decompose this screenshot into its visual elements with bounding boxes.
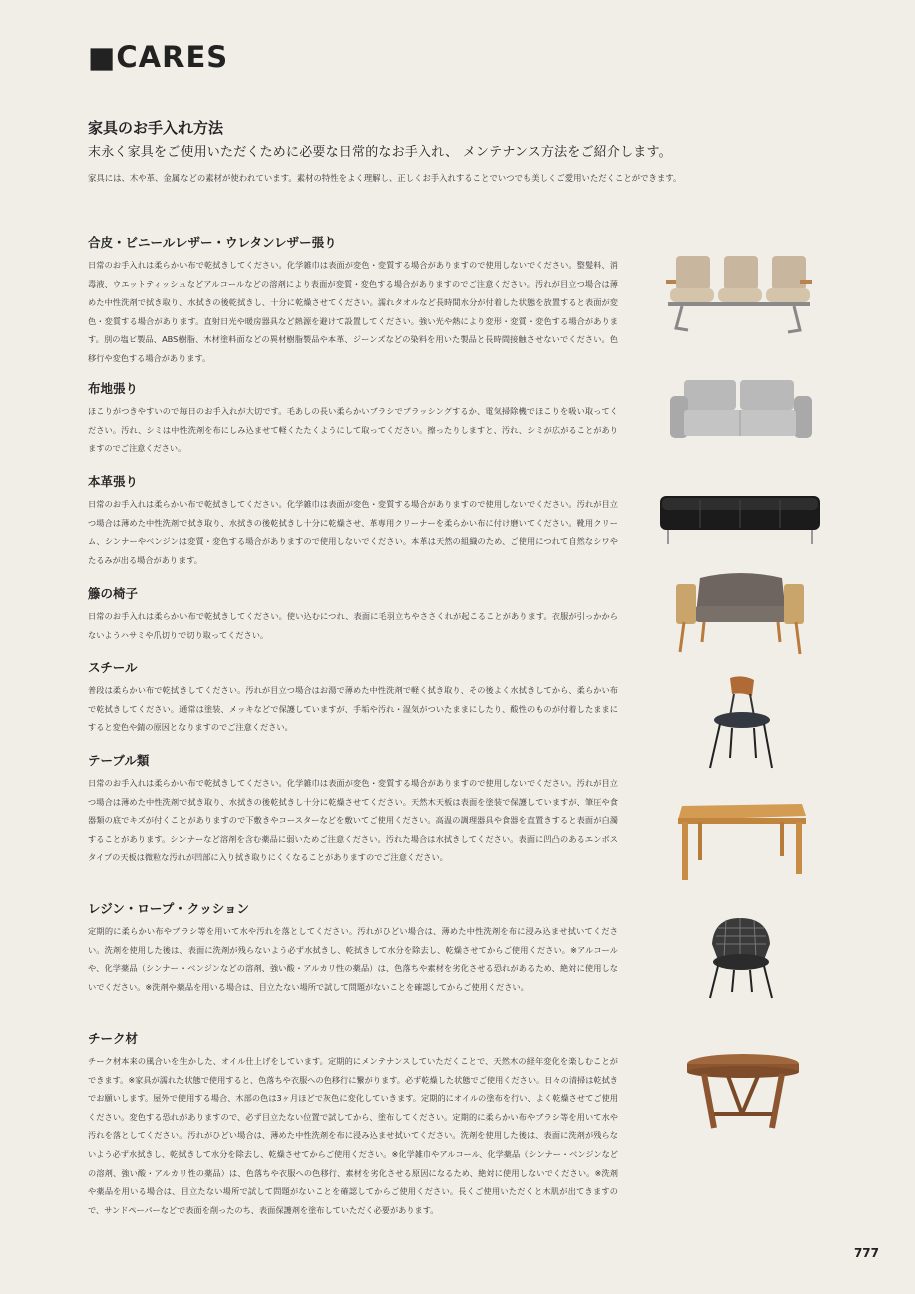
fabric-sofa-image (668, 376, 814, 442)
section-title: チーク材 (88, 1031, 139, 1046)
care-section-rattan (88, 584, 618, 644)
bench-seating-image (662, 250, 814, 342)
section-title: スチール (88, 660, 138, 675)
page-title: ■CARES (88, 40, 229, 74)
page-number: 777 (853, 1246, 879, 1260)
rope-chair-image (706, 914, 776, 1000)
section-title: 合皮・ビニールレザー・ウレタンレザー張り (88, 235, 337, 250)
section-body: 日常のお手入れは柔らかい布で乾拭きしてください。化学雑巾は表面が変色・変質する場合がありますので使用しないでください。汚れが目立つ場合は薄めた中性洗剤で拭き取り、水拭きの後乾拭きし十分に乾燥させ、革専用クリーナーを柔らかい布に付け磨いてください。靴用クリーム、シンナーやベンジンは変質・変色する場合がありますので使用しないでください。本革は天然の組織のため、ご使用につれて自然なシワやたるみが出る場合があります。 (88, 499, 618, 565)
steel-chair-image (706, 674, 776, 770)
section-title: テーブル類 (88, 753, 150, 768)
section-body: 日常のお手入れは柔らかい布で乾拭きしてください。使い込むにつれ、表面に毛羽立ちやささくれが起こることがあります。衣服が引っかからないようハサミや爪切りで切り取ってください。 (88, 611, 618, 640)
section-title: レジン・ロープ・クッション (88, 901, 250, 916)
section-title: 籐の椅子 (88, 586, 139, 601)
leather-bench-image (658, 494, 822, 546)
section-body: 定期的に柔らかい布やブラシ等を用いて水や汚れを落としてください。汚れがひどい場合は、薄めた中性洗剤を布に浸み込ませ拭いてください。洗剤を使用した後は、表面に洗剤が残らないよう必ず水拭きし、乾拭きして水分を除去し、乾燥させてからご使用ください。※アルコールや、化学薬品（シンナー・ベンジンなどの溶剤、強い酸・アルカリ性の薬品）は、色落ちや素材を劣化させる恐れがあるため、絶対に使用しないでください。※洗剤や薬品を用いる場合は、目立たない場所で試して問題がないことを確認してからご使用ください。 (88, 926, 618, 992)
care-section-resin-rope (88, 899, 618, 996)
care-section-steel (88, 658, 618, 737)
intro-subheading: 末永く家具をご使用いただくために必要な日常的なお手入れ、 メンテナンス方法をご紹介します。 (88, 145, 672, 160)
wooden-table-image (676, 802, 808, 882)
care-section-fabric (88, 379, 618, 458)
intro-heading: 家具のお手入れ方法 (88, 119, 224, 137)
section-body: チーク材本来の風合いを生かした、オイル仕上げをしています。定期的にメンテナンスしていただくことで、天然木の経年変化を楽しむことができます。※家具が濡れた状態で使用すると、色落ちや衣服への色移行に繋がります。必ず乾燥した状態でご使用ください。日々の清掃は乾拭きでお願いします。屋外で使用する場合、木部の色は3ヶ月ほどで灰色に変化していきます。定期的にオイルの塗布を行い、よく乾燥させてご使用ください。変色する恐れがありますので、必ず目立たない位置で試してから、塗布してください。定期的に柔らかい布やブラシ等を用いて水や汚れを落としてください。汚れがひどい場合は、薄めた中性洗剤を布に浸み込ませ拭いてください。洗剤を使用した後は、表面に洗剤が残らないよう必ず水拭きし、乾拭きして水分を除去し、乾燥させてからご使用ください。※化学雑巾やアルコール、化学薬品（シンナー・ベンジンなどの溶剤、強い酸・アルカリ性の薬品）は、色落ちや衣服への色移行、素材を劣化させる原因になるため、絶対に使用しないでください。※洗剤や薬品を用いる場合は、目立たない場所で試して問題がないことを確認してからご使用ください。長くご使用いただくと木肌が出てきますので、サンドペーパーなどで表面を削ったのち、表面保護剤を塗布していただく必要があります。 (88, 1056, 618, 1215)
care-section-tables (88, 751, 618, 867)
intro-note: 家具には、木や革、金属などの素材が使われています。素材の特性をよく理解し、正しくお手入れすることでいつでも美しくご愛用いただくことができます。 (88, 173, 682, 183)
section-body: 日常のお手入れは柔らかい布で乾拭きしてください。化学雑巾は表面が変色・変質する場合がありますので使用しないでください。整髪料、消毒液、ウエットティッシュなどアルコールなどの溶剤により表面が変質・変色する場合がありますのでご注意ください。汚れが目立つ場合は薄めた中性洗剤で拭き取り、水拭きの後乾拭きし、十分に乾燥させてください。濡れタオルなど長時間水分が付着した状態を放置すると表面が変色・変質する場合があります。直射日光や暖房器具など熱源を避けて設置してください。強い光や熱により変形・変質・変色する場合があります。別の塩ビ製品、ABS樹脂、木材塗料面などの異材樹脂製品や本革、ジーンズなどの染料を用いた製品と長時間接触させないでください。色移行や変色する場合があります。 (88, 260, 618, 363)
rattan-sofa-image (674, 570, 806, 656)
care-section-synthetic-leather (88, 233, 618, 368)
care-section-teak (88, 1029, 618, 1219)
section-body: 日常のお手入れは柔らかい布で乾拭きしてください。化学雑巾は表面が変色・変質する場合がありますので使用しないでください。汚れが目立つ場合は薄めた中性洗剤で拭き取り、水拭きの後乾拭きし十分に乾燥させてください。天然木天板は表面を塗装で保護していますが、筆圧や食器類の底でキズが付くことがありますので下敷きやコースターなどを敷いてご使用ください。高温の調理器具や食器を直置きすると表面が白濁することがあります。シンナーなど溶剤を含む薬品に弱いためご注意ください。汚れた場合は水拭きしてください。表面に凹凸のあるエンボスタイプの天板は微粒な汚れが凹部に入り拭き取りにくくなることがありますのでご注意ください。 (88, 778, 618, 863)
section-body: 普段は柔らかい布で乾拭きしてください。汚れが目立つ場合はお湯で薄めた中性洗剤で軽く拭き取り、その後よく水拭きしてから、柔らかい布で乾拭きしてください。通常は塗装、メッキなどで保護していますが、手垢や汚れ・湿気がついたままにしたり、酸性のものが付着したままにすると変色や錆の原因となりますのでご注意ください。 (88, 685, 618, 733)
care-section-genuine-leather (88, 472, 618, 569)
section-body: ほこりがつきやすいので毎日のお手入れが大切です。毛あしの長い柔らかいブラシでブラッシングするか、電気掃除機でほこりを吸い取ってください。汚れ、シミは中性洗剤を布にしみ込ませて軽くたたくようにして取ってください。擦ったりしますと、汚れ、シミが広がることがありますのでご注意ください。 (88, 406, 618, 454)
section-title: 布地張り (88, 381, 139, 396)
section-title: 本革張り (88, 474, 139, 489)
teak-table-image (684, 1052, 802, 1132)
